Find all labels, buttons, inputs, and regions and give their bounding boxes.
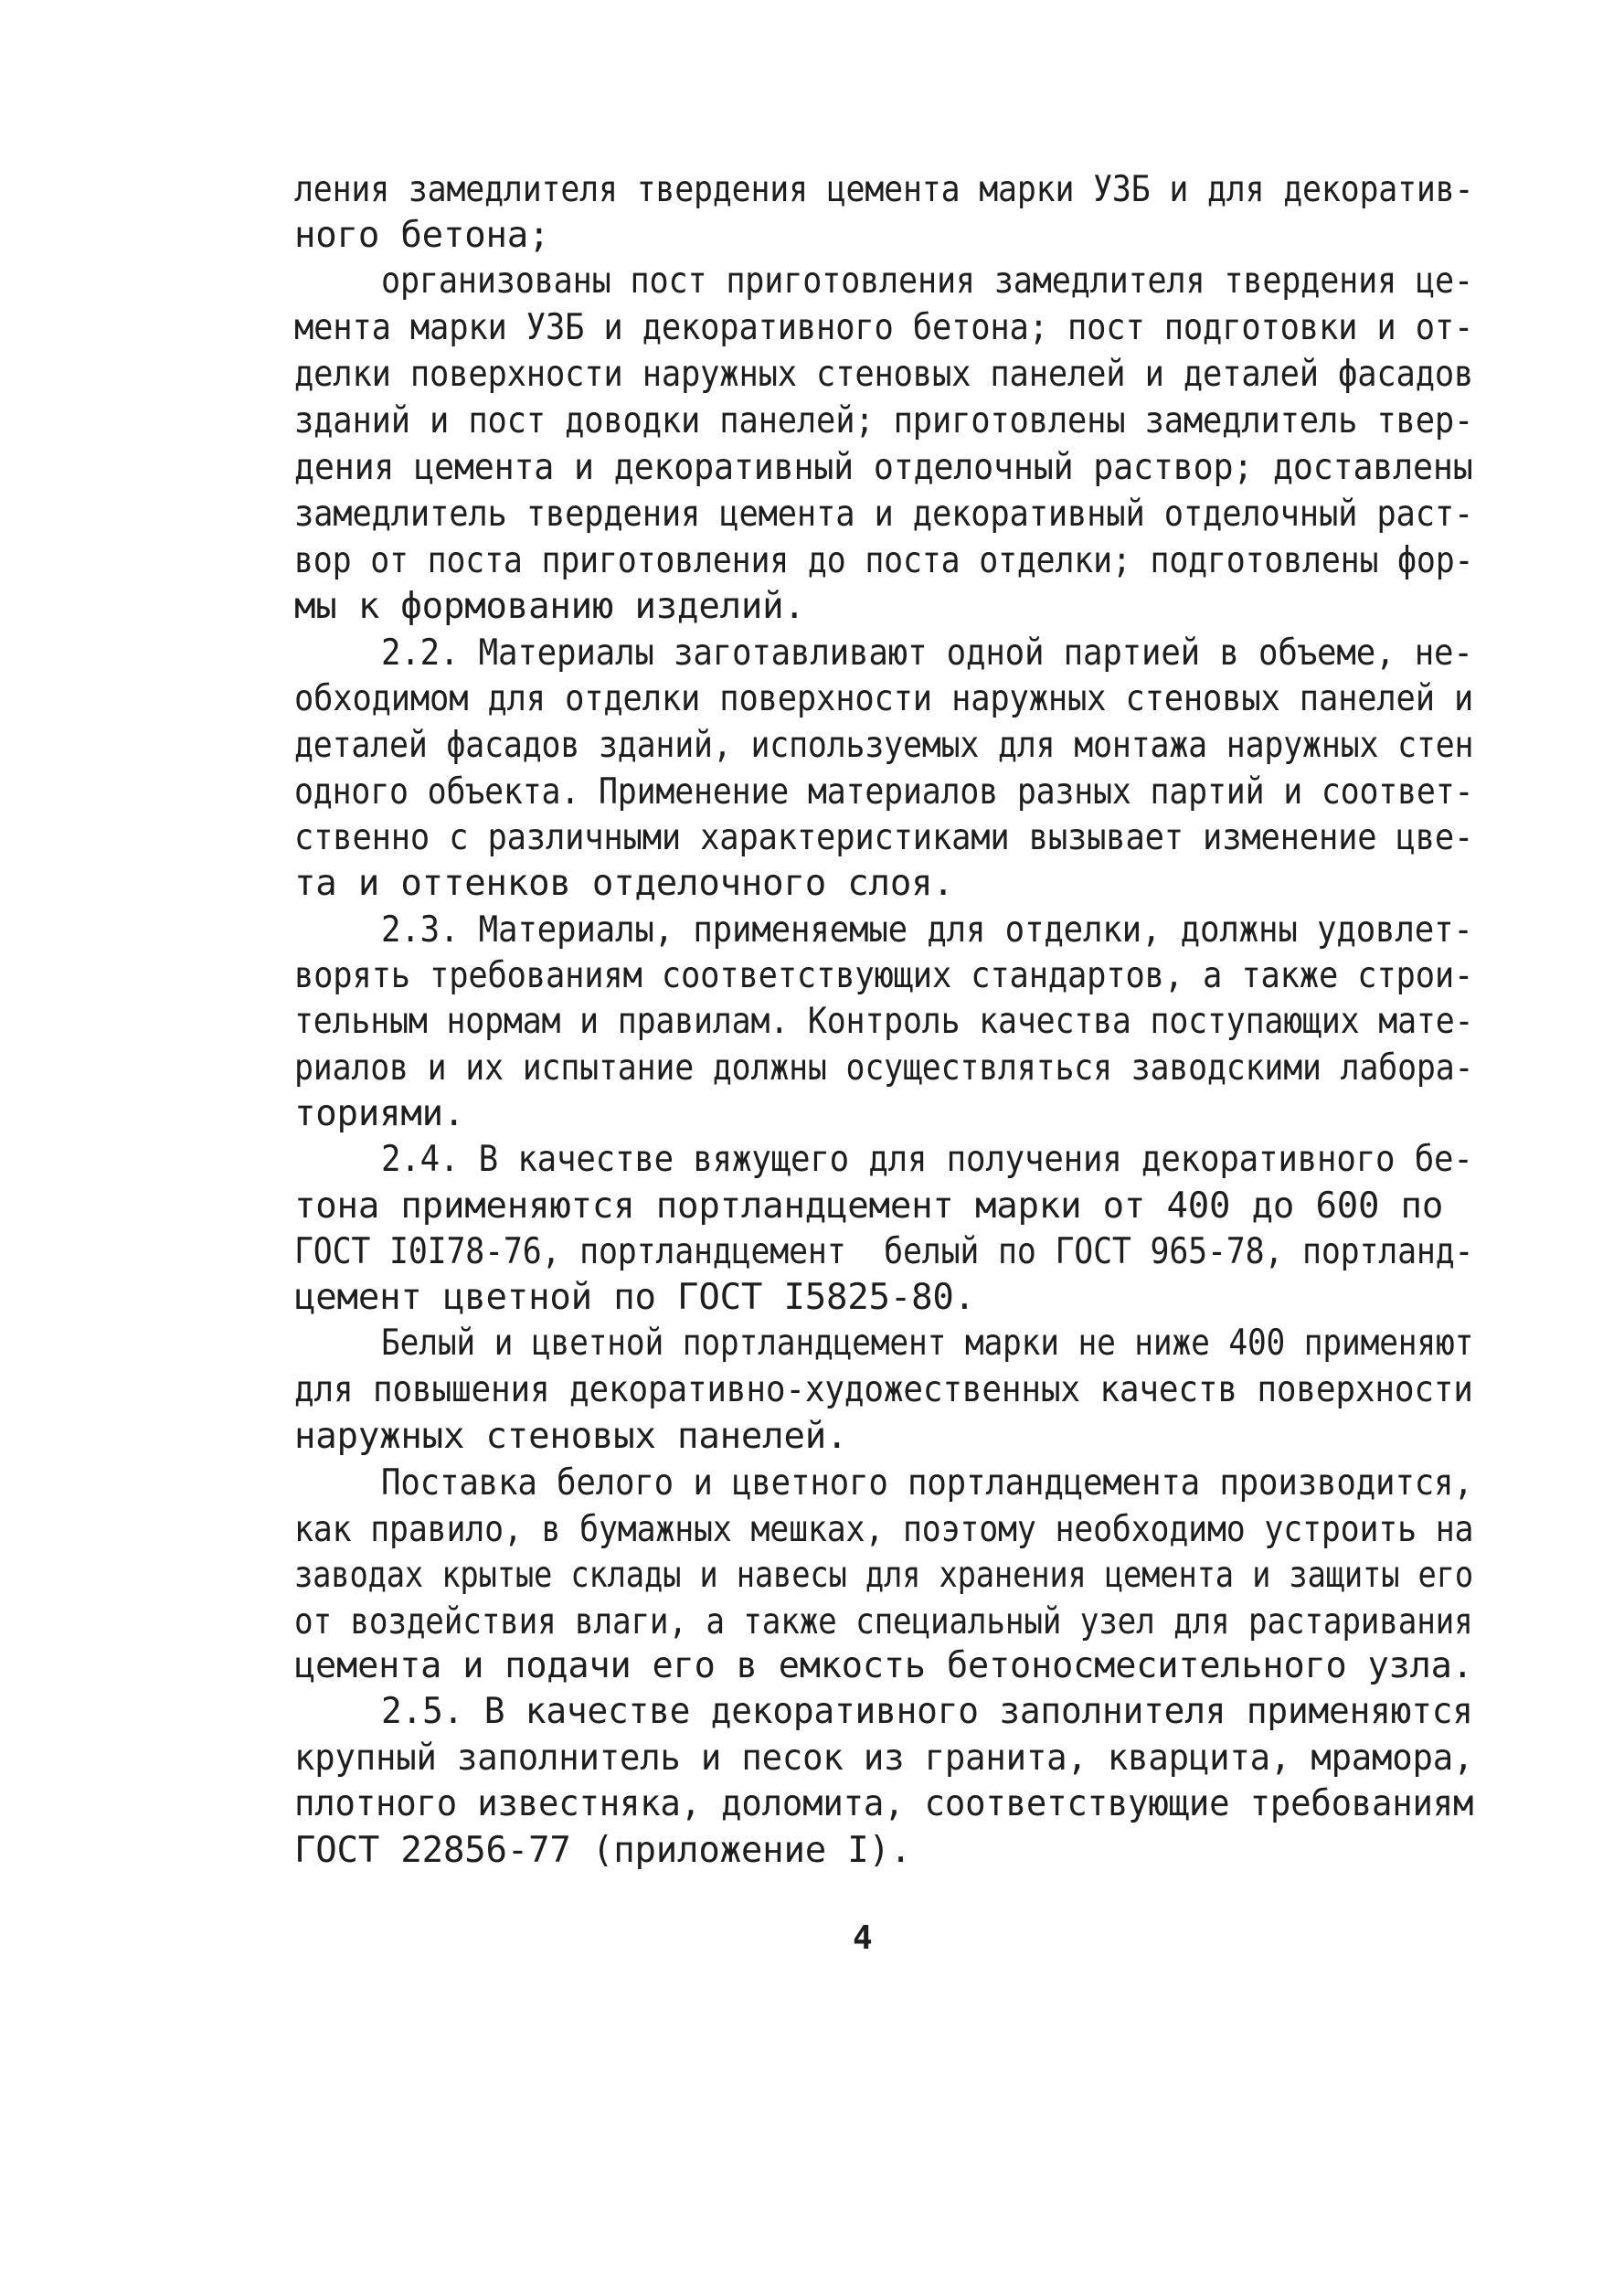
text-line: замедлитель твердения цемента и декоративный отделочный раст- (294, 494, 1474, 535)
text-line: мы к формованию изделий. (294, 586, 805, 627)
text-line: как правило, в бумажных мешках, поэтому необходимо устроить на (294, 1509, 1474, 1550)
text-line: Поставка белого и цветного портландцемента производится, (381, 1462, 1473, 1504)
text-line: ления замедлителя твердения цемента марки УЗБ и для декоратив- (294, 169, 1474, 210)
text-line: ворять требованиям соответствующих стандартов, а также строи- (294, 955, 1474, 996)
text-line: Белый и цветной портландцемент марки не ниже 400 применяют (381, 1323, 1474, 1364)
text-line: тельным нормам и правилам. Контроль качества поступающих мате- (294, 1001, 1474, 1042)
text-line: дения цемента и декоративный отделочный раствор; доставлены (294, 447, 1473, 488)
text-line: деталей фасадов зданий, используемых для монтажа наружных стен (294, 725, 1474, 766)
page-number: 4 (853, 1919, 873, 1957)
text-line: 2.2. Материалы заготавливают одной партией в объеме, не- (381, 632, 1473, 674)
text-line: заводах крытые склады и навесы для хранения цемента и защиты его (294, 1555, 1473, 1596)
text-line: наружных стеновых панелей. (294, 1416, 848, 1457)
text-line: цемент цветной по ГОСТ I5825-80. (294, 1277, 975, 1318)
text-line: плотного известняка, доломита, соответствующие требованиям (294, 1783, 1474, 1824)
text-line: ГОСТ 22856-77 (приложение I). (294, 1830, 912, 1871)
text-line: вор от поста приготовления до поста отделки; подготовлены фор- (294, 540, 1474, 581)
text-line: та и оттенков отделочного слоя. (294, 863, 954, 904)
text-line: ного бетона; (294, 215, 550, 256)
text-line: 2.5. В качестве декоративного заполнителя применяются (381, 1691, 1473, 1732)
text-line: цемента и подачи его в емкость бетоносмесительного узла. (294, 1645, 1473, 1686)
text-line: ГОСТ I0I78-76, портландцемент белый по ГОСТ 965-78, портланд- (294, 1231, 1474, 1272)
text-line: мента марки УЗБ и декоративного бетона; пост подготовки и от- (294, 307, 1474, 348)
text-line: для повышения декоративно-художественных качеств поверхности (294, 1369, 1473, 1410)
text-line: ственно с различными характеристиками вызывает изменение цве- (294, 817, 1474, 858)
text-line: 2.3. Материалы, применяемые для отделки, должны удовлет- (381, 909, 1473, 951)
text-line: 2.4. В качестве вяжущего для получения декоративного бе- (381, 1139, 1473, 1180)
text-line: обходимом для отделки поверхности наружных стеновых панелей и (294, 678, 1474, 719)
text-line: от воздействия влаги, а также специальный узел для растаривания (294, 1601, 1473, 1642)
text-line: тона применяются портландцемент марки от 400 до 600 по (294, 1185, 1444, 1227)
text-line: одного объекта. Применение материалов разных партий и соответ- (294, 771, 1474, 813)
text-line: риалов и их испытание должны осуществляться заводскими лабора- (294, 1047, 1474, 1089)
text-line: крупный заполнитель и песок из гранита, кварцита, мрамора, (294, 1738, 1474, 1779)
text-line: организованы пост приготовления замедлителя твердения це- (381, 260, 1473, 302)
text-line: ториями. (294, 1093, 465, 1134)
text-line: зданий и пост доводки панелей; приготовлены замедлитель твер- (294, 400, 1474, 441)
text-line: делки поверхности наружных стеновых панелей и деталей фасадов (294, 354, 1474, 395)
